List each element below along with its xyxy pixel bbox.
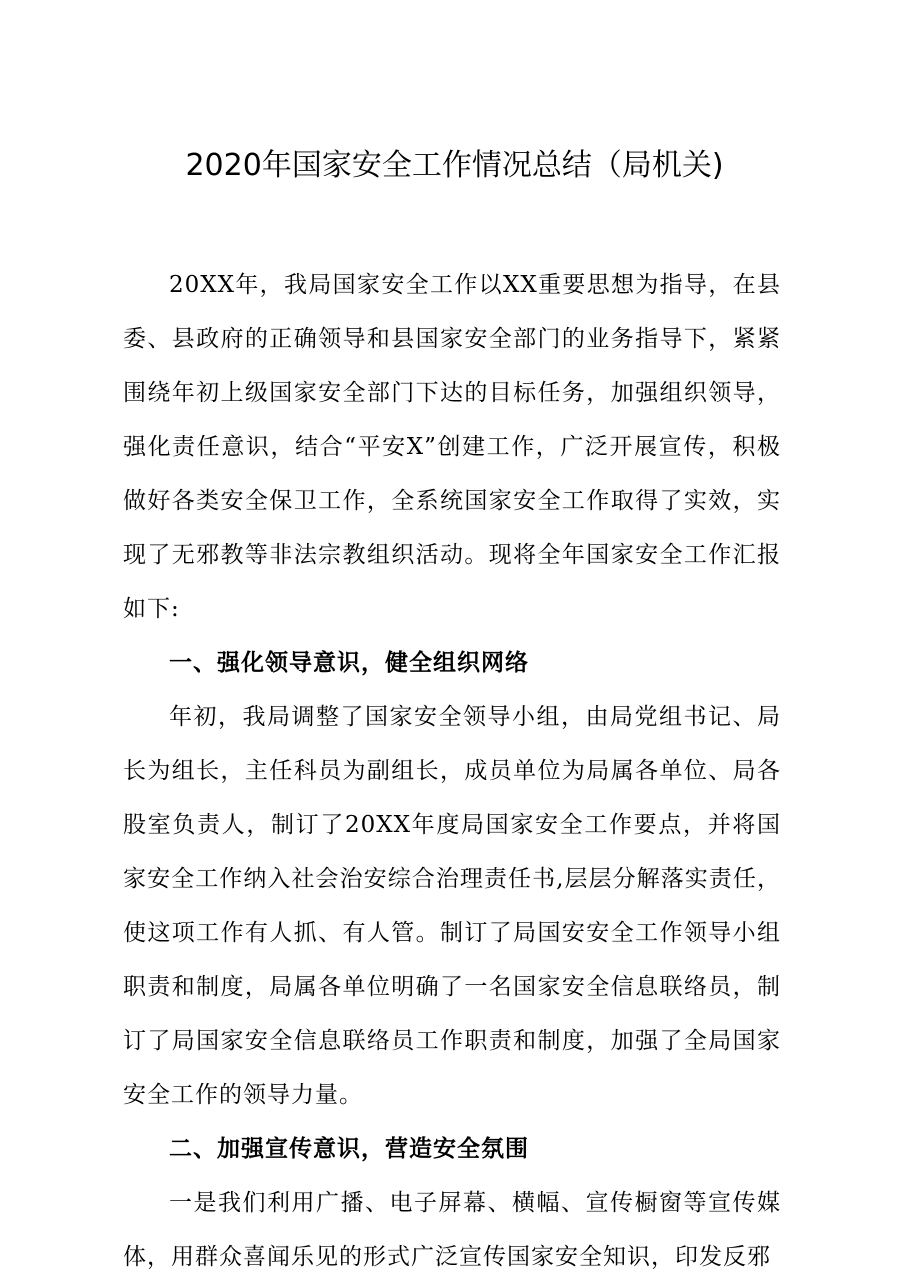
intro-paragraph: 20XX年，我局国家安全工作以XX重要思想为指导，在县委、县政府的正确领导和县国家安全部门的业务指导下，紧紧围绕年初上级国家安全部门下达的目标任务，加强组织领导，强化责任意识，结合“平安X”创建工作，广泛开展宣传，积极做好各类安全保卫工作，全系统国家安全工作取得了实效，实现了无邪教等非法宗教组织活动。现将全年国家安全工作汇报如下: xyxy=(123,272,781,622)
section-heading-1: 一、强化领导意识，健全组织网络 xyxy=(169,650,529,676)
section-2-paragraph: 一是我们利用广播、电子屏幕、横幅、宣传橱窗等宣传媒体，用群众喜闻乐见的形式广泛宣传国家安全知识，印发反邪 xyxy=(123,1190,781,1270)
document-title: 2020年国家安全工作情况总结（局机关) xyxy=(185,148,724,183)
document-body xyxy=(123,258,781,1284)
section-heading-2: 二、加强宣传意识，营造安全氛围 xyxy=(169,1136,529,1162)
section-1-paragraph: 年初，我局调整了国家安全领导小组，由局党组书记、局长为组长，主任科员为副组长，成员单位为局属各单位、局各股室负责人，制订了20XX年度局国家安全工作要点，并将国家安全工作纳入社会治安综合治理责任书,层层分解落实责任，使这项工作有人抓、有人管。制订了局国安安全工作领导小组职责和制度，局属各单位明确了一名国家安全信息联络员，制订了局国家安全信息联络员工作职责和制度，加强了全局国家安全工作的领导力量。 xyxy=(123,704,781,1108)
